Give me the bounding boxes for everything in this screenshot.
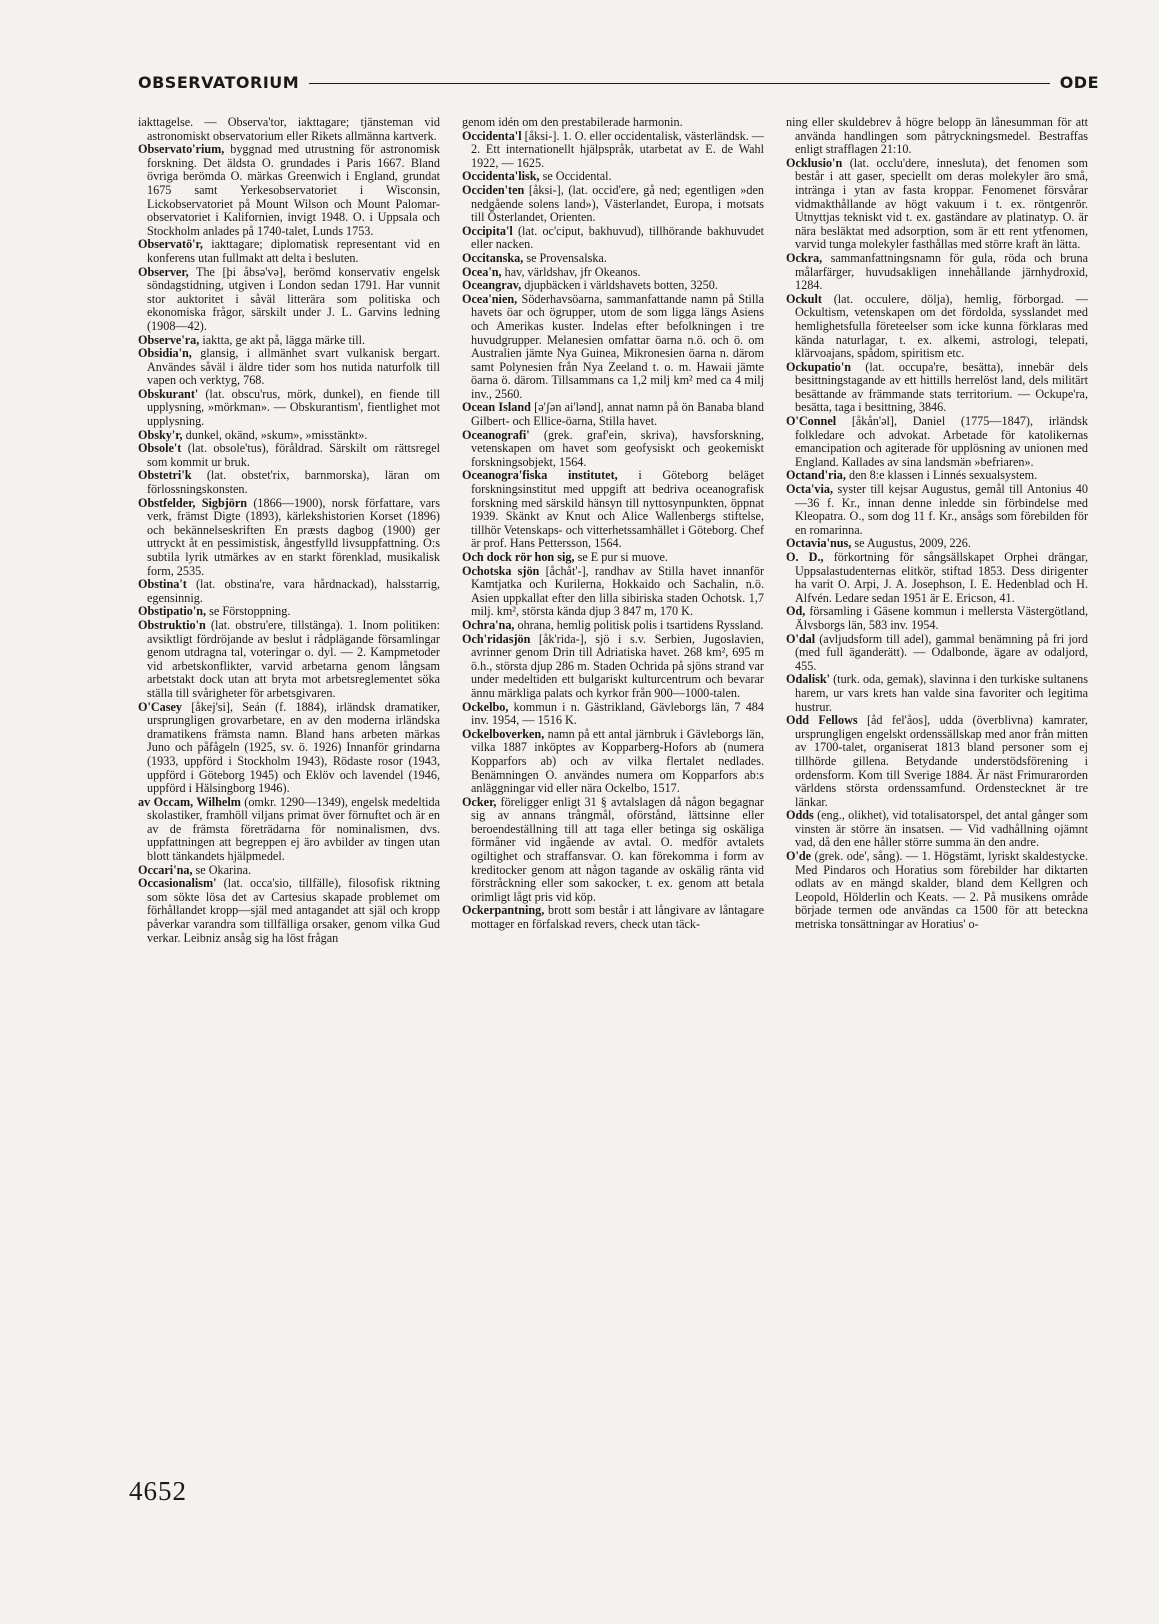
entry-definition: se E pur si muove. <box>574 550 668 564</box>
dictionary-entry <box>786 605 1088 632</box>
entry-headword: O'Casey <box>138 699 183 714</box>
entry-definition: i Göteborg beläget forskningsinstitut med uppgift att bedriva oceanografisk forskning med särskild hänsyn till nyttosynpunkten, öppnat 1939. Skänkt av Knut och Alice Wallenbergs stiftelse, tillhör Vetenskaps- och vitterhetssamhället i Göteborg. Chef är prof. Hans Pettersson, 1564. <box>471 468 764 551</box>
header-last-word: ODE <box>1059 72 1099 92</box>
entry-definition: se Okarina. <box>192 862 252 877</box>
dictionary-entry <box>786 415 1088 469</box>
entry-definition: (1866—1900), norsk författare, vars verk, främst Digte (1893), kärlekshistorien Korset (1896) och bekännelseskriften En præsts dagbog (1900) ger uttryckt åt en pessimistisk, ångestfylld livsuppfattning. O:s subtila lyrik utmärkes av en starkt förenklad, musikalisk form, 2535. <box>147 495 440 578</box>
entry-definition: (lat. obstet'rix, barnmorska), läran om förlossningskonsten. <box>147 468 440 497</box>
dictionary-entry <box>462 796 764 905</box>
entry-definition: [åksi-], (lat. occid'ere, gå ned; egentligen »den nedgående solens land»), Västerlandet, Europa, i motsats till Österlandet, Orienten. <box>471 182 764 225</box>
dictionary-entry <box>138 864 440 878</box>
entry-headword: Obsky'r, <box>138 427 183 442</box>
dictionary-entry <box>786 483 1088 537</box>
dictionary-entry <box>138 143 440 238</box>
entry-headword: Och dock rör hon sig, <box>462 550 575 564</box>
entry-definition: kommun i n. Gästrikland, Gävleborgs län, 7 484 inv. 1954, — 1516 K. <box>471 699 764 728</box>
entry-definition: iakttagare; diplomatisk representant vid en konferens utan fullmakt att delta i besluten. <box>147 237 440 265</box>
entry-headword: Occipita'l <box>462 223 513 238</box>
entry-headword: Obstfelder, Sigbjörn <box>138 495 248 510</box>
entry-headword: Ocean Island <box>462 400 531 415</box>
dictionary-entry <box>462 619 764 633</box>
entry-headword: Occiden'ten <box>462 182 525 197</box>
column-2 <box>462 116 764 1476</box>
dictionary-entry <box>138 238 440 265</box>
entry-headword: Ochotska sjön <box>462 563 540 578</box>
entry-headword: Ockupatio'n <box>786 359 852 374</box>
entry-definition: ning eller skuldebrev å högre belopp än lånesumman för att använda handlingen som påtryckningsmedel. Bestraffas enligt strafflagen 21:10. <box>786 116 1088 157</box>
dictionary-entry <box>786 293 1088 361</box>
entry-definition: den 8:e klassen i Linnés sexualsystem. <box>845 468 1038 483</box>
entry-definition: glansig, i allmänhet svart vulkanisk bergart. Användes såväl i äldre tider som hos nutida naturfolk till vapen och verktyg, 768. <box>147 346 440 388</box>
dictionary-entry <box>138 796 440 864</box>
entry-headword: Obsidia'n, <box>138 346 192 361</box>
dictionary-entry <box>138 578 440 605</box>
entry-definition: (lat. occupa're, besätta), innebär dels besittningstagande av ett hittills herrelöst land, dels militärt besättande av främmande stats territorium. — Ockupe'ra, besätta, taga i besittning, 3846. <box>795 359 1088 415</box>
entry-definition: (lat. obscu'rus, mörk, dunkel), en fiende till upplysning, »mörkman». — Obskurantism', fientlighet mot upplysning. <box>147 386 440 429</box>
entry-headword: Obstina't <box>138 577 187 592</box>
entry-definition: Söderhavsöarna, sammanfattande namn på Stilla havets öar och ögrupper, utom de som ligga längs Asiens och Amerikas kuster. Indelas efter befolkningen i tre huvudgrupper. Melanesien omfattar öarna n.ö. och ö. om Australien jämte Nya Guinea, Mikronesien öarna n. därom samt Polynesien från Nya Zeeland t. o. m. Hawaii jämte öarna ö. därom. Tillsammans ca 1,2 milj km² med ca 4 milj inv., 2560. <box>471 291 764 401</box>
dictionary-entry <box>786 714 1088 809</box>
dictionary-entry <box>462 633 764 701</box>
dictionary-entry <box>786 850 1088 932</box>
entry-headword: O'Connel <box>786 414 837 429</box>
dictionary-entry <box>462 401 764 428</box>
dictionary-entry <box>138 497 440 579</box>
entry-definition: ohrana, hemlig politisk polis i tsartidens Ryssland. <box>514 617 764 632</box>
page-number: 4652 <box>129 1476 187 1506</box>
entry-definition: (grek. ode', sång). — 1. Högstämt, lyriskt skaldestycke. Med Pindaros och Horatius som förebilder har diktarten odlats av en mängd skalder, bland dem Kellgren och Leopold, Hölderlin och Keats. — 2. På musikens område började termen ode användas ca 1500 för att beteckna metriska tonsättningar av Horatius' o- <box>795 849 1088 932</box>
entry-headword: Odd Fellows <box>786 713 858 728</box>
header-first-word: OBSERVATORIUM <box>138 72 300 92</box>
entry-definition: se Occidental. <box>539 169 612 184</box>
entry-definition: The [þi åbsə'və], berömd konservativ engelsk söndagstidning, utgiven i London sedan 1791. Har vunnit stor auktoritet i såväl litterära som politiska och ekonomiska frågor, särskilt under J. L. Garvins ledning (1908—42). <box>147 264 440 333</box>
text-columns <box>138 116 1099 1476</box>
entry-definition: byggnad med utrustning för astronomisk forskning. Det äldsta O. grundades i Paris 1667. Bland övriga berömda O. märkas Greenwich i England, grundat 1675 samt Yerkesobservatoriet i Wisconsin, Lickobservatoriet på Mount Wilson och Mount Palomar-observatoriet i Kalifornien, invigt 1948. O. i Uppsala och Stockholm anlades på 1740-talet, Lunds 1753. <box>147 142 440 238</box>
dictionary-entry <box>462 225 764 252</box>
dictionary-entry <box>786 116 1088 157</box>
entry-definition: djupbäcken i världshavets botten, 3250. <box>521 278 718 293</box>
dictionary-entry <box>786 361 1088 415</box>
entry-headword: Ockerpantning, <box>462 903 545 918</box>
dictionary-entry <box>138 442 440 469</box>
entry-headword: Oceangrav, <box>462 278 522 293</box>
entry-definition: föreligger enligt 31 § avtalslagen då någon begagnar sig av annans trångmål, oförstånd, lättsinne eller beroendeställning till att taga eller betinga sig oskäliga förmåner vid ingående av avtal. O. medför avtalets ogiltighet och straffansvar. O. kan förekomma i form av kreditocker genom att någon tagande av oskälig ränta vid förstråckning eller som sakocker, t. ex. genom att betala orimligt lågt pris vid köp. <box>471 794 764 904</box>
dictionary-entry <box>786 157 1088 252</box>
entry-headword: Ockelboverken, <box>462 726 545 741</box>
entry-headword: Observe'ra, <box>138 332 200 347</box>
entry-headword: Ockelbo, <box>462 699 509 714</box>
entry-headword: Octa'via, <box>786 482 834 497</box>
entry-headword: Od, <box>786 604 806 619</box>
entry-headword: Obstetri'k <box>138 468 192 483</box>
entry-headword: Odalisk' <box>786 672 831 687</box>
dictionary-entry <box>462 293 764 402</box>
entry-definition: (lat. occlu'dere, innesluta), det fenomen som består i att gaser, speciellt om deras molekyler äro små, intränga i ytan av fasta kroppar. Fenomenet försvårar vidmakthållande av högt vakuum i t. ex. röntgenrör. Utnyttjas tekniskt vid t. ex. gaständare av platinatyp. O. är nära besläktat med adsorption, som är ett rent ytfenomen, varvid tunga molekyler fasthållas med större kraft än lätta. <box>795 155 1088 252</box>
entry-definition: [åksi-]. 1. O. eller occidentalisk, västerländsk. — 2. Ett internationellt hjälpspråk, utarbetat av E. de Wahl 1922, — 1625. <box>471 128 764 170</box>
entry-definition: (lat. obsole'tus), föråldrad. Särskilt om rättsregel som kommit ur bruk. <box>147 441 440 469</box>
entry-headword: Ocklusio'n <box>786 155 843 170</box>
entry-definition: (avljudsform till adel), gammal benämning på fri jord (med full äganderätt). — Odalbonde, ägare av odaljord, 455. <box>795 631 1088 673</box>
entry-definition: se Augustus, 2009, 226. <box>851 536 971 551</box>
entry-headword: Obskurant' <box>138 386 199 401</box>
entry-definition: namn på ett antal järnbruk i Gävleborgs län, vilka 1887 inköptes av Kopparberg-Hofors ab (numera Kopparfors ab) och av vilka flertalet nedlades. Benämningen O. användes numera om Kopparfors ab:s anläggningar vid eller nära Ockelbo, 1517. <box>471 726 764 796</box>
entry-definition: [åchåt'-], randhav av Stilla havet innanför Kamtjatka och Kurilerna, Hokkaido och Sachalin, n.ö. Asien uppkallat efter den lilla sibiriska staden Ochotsk. 1,7 milj. km², största kända djup 3 847 m, 170 K. <box>471 563 765 619</box>
dictionary-entry <box>462 565 764 619</box>
dictionary-entry <box>462 170 764 184</box>
dictionary-entry <box>138 877 440 945</box>
dictionary-entry <box>786 673 1088 714</box>
entry-definition: sammanfattningsnamn för gula, röda och bruna målarfärger, huvudsakligen innehållande järnhydroxid, 1284. <box>795 250 1088 293</box>
entry-definition: (lat. obstina're, vara hårdnackad), halsstarrig, egensinnig. <box>147 577 440 605</box>
entry-headword: Ockult <box>786 291 822 306</box>
entry-definition: [ə'ʃən ai'lənd], annat namn på ön Banaba bland Gilbert- och Ellice-öarna, Stilla havet. <box>471 400 764 429</box>
entry-definition: (grek. graf'ein, skriva), havsforskning, vetenskapen om havet som geofysiskt och geokemiskt forskningsobjekt, 1564. <box>471 427 764 469</box>
dictionary-entry <box>786 551 1088 605</box>
entry-definition: se Provensalska. <box>523 250 607 265</box>
entry-headword: Occasionalism' <box>138 876 217 891</box>
dictionary-entry <box>138 347 440 388</box>
entry-headword: O. D., <box>786 550 824 564</box>
entry-headword: Occidenta'lisk, <box>462 169 540 184</box>
dictionary-entry <box>138 469 440 496</box>
entry-definition: församling i Gäsene kommun i mellersta Västergötland, Älvsborgs län, 583 inv. 1954. <box>795 604 1088 632</box>
header-rule <box>309 83 1049 84</box>
entry-headword: Occitanska, <box>462 250 524 265</box>
dictionary-entry <box>138 266 440 334</box>
entry-headword: Odds <box>786 808 814 823</box>
entry-headword: Och'ridasjön <box>462 631 531 646</box>
entry-definition: (omkr. 1290—1349), engelsk medeltida skolastiker, framhöll viljans primat över förnuftet och är en av de främsta företrädarna för nominalismen, dvs. uppfattningen att begreppen ej äro avbilder av tingen utan blott tänkandets hjälpmedel. <box>147 794 440 864</box>
dictionary-entry <box>786 809 1088 850</box>
entry-headword: Obstruktio'n <box>138 617 206 632</box>
entry-headword: Ocea'n, <box>462 264 502 279</box>
dictionary-entry <box>138 619 440 701</box>
entry-headword: Obstipatio'n, <box>138 604 207 619</box>
dictionary-entry <box>786 469 1088 483</box>
dictionary-entry <box>138 605 440 619</box>
dictionary-entry <box>462 701 764 728</box>
dictionary-entry <box>138 388 440 429</box>
dictionary-entry <box>462 469 764 551</box>
dictionary-entry <box>138 334 440 348</box>
dictionary-entry <box>462 728 764 796</box>
dictionary-entry <box>138 701 440 796</box>
entry-definition: iakttagelse. — Observa'tor, iakttagare; tjänsteman vid astronomiskt observatorium eller Rikets allmänna kartverk. <box>138 116 440 143</box>
running-header <box>138 68 1099 96</box>
entry-definition: [åk'rida-], sjö i s.v. Serbien, Jugoslavien, avrinner genom Drin till Adriatiska havet. 268 km², 695 m ö.h., största djup 286 m. Staden Ochrida på sjöns strand var under medeltiden ett bulgariskt kulturcentrum och bevarar ännu märkliga palats och kyrkor från 900—1000-talen. <box>471 631 764 700</box>
entry-headword: Ockra, <box>786 250 823 265</box>
dictionary-entry <box>786 633 1088 674</box>
entry-definition: brott som består i att långivare av låntagare mottager en förfalskad revers, check utan täck- <box>471 903 764 932</box>
entry-headword: Ocker, <box>462 794 497 809</box>
dictionary-entry <box>462 279 764 293</box>
dictionary-entry <box>786 537 1088 551</box>
entry-headword: Oceanogra'fiska institutet, <box>462 468 618 483</box>
entry-definition: iaktta, ge akt på, lägga märke till. <box>199 332 366 347</box>
dictionary-entry <box>462 252 764 266</box>
entry-definition: (lat. occa'sio, tillfälle), filosofisk riktning som sökte lösa det av Cartesius skapade problemet om förhållandet kropp—själ med antagandet att själ och kropp påverkar varandra som tillfälliga orsaker, genom vilka Gud verkar. Leibniz ansåg sig ha löst frågan <box>147 876 440 945</box>
entry-definition: se Förstoppning. <box>206 604 291 619</box>
entry-definition: (lat. oc'ciput, bakhuvud), tillhörande bakhuvudet eller nacken. <box>471 223 764 252</box>
entry-definition: förkortning för sångsällskapet Orphei drängar, Uppsalastudenternas elitkör, stiftad 1853. Dess dirigenter ha varit O. Arpi, J. A. Josephson, I. E. Hedenblad och H. Alfvén. Ledare sedan 1951 är E. Ericson, 41. <box>795 550 1088 605</box>
column-3 <box>786 116 1088 1476</box>
entry-headword: Octavia'nus, <box>786 536 852 551</box>
dictionary-entry <box>138 116 440 143</box>
entry-headword: Ocea'nien, <box>462 291 518 306</box>
entry-headword: av Occam, Wilhelm <box>138 794 241 809</box>
entry-headword: Oceanografi' <box>462 427 530 442</box>
entry-definition: hav, världshav, jfr Okeanos. <box>501 264 641 279</box>
dictionary-entry <box>462 116 764 130</box>
entry-definition: syster till kejsar Augustus, gemål till Antonius 40—36 f. Kr., innan denne inledde sin förbindelse med Kleopatra. O., som dog 11 f. Kr., ansågs som förebilden för en romarinna. <box>795 482 1088 537</box>
dictionary-entry <box>462 184 764 225</box>
dictionary-entry <box>462 904 764 931</box>
entry-definition: (lat. occulere, dölja), hemlig, förborgad. — Ockultism, vetenskapen om det fördolda, sysslandet med hemlighetsfulla företeelser som icke kunna förklaras med kända naturlagar, t. ex. alkemi, astrologi, telepati, klärvoajans, spådom, spiritism etc. <box>795 291 1088 361</box>
dictionary-entry <box>786 252 1088 293</box>
entry-headword: Observer, <box>138 264 189 279</box>
dictionary-entry <box>462 551 764 565</box>
entry-headword: Occari'na, <box>138 862 193 877</box>
entry-definition: [åkån'əl], Daniel (1775—1847), irländsk folkledare och advokat. Arbetade för katolikernas emancipation och agiterade för upplösning av unionen med England. Kallades av sina landsmän »befriaren». <box>795 414 1088 469</box>
column-1 <box>138 116 440 1476</box>
dictionary-entry <box>462 130 764 171</box>
dictionary-entry <box>462 266 764 280</box>
entry-headword: Ochra'na, <box>462 617 515 632</box>
entry-headword: Observatö'r, <box>138 237 203 252</box>
entry-definition: (turk. oda, gemak), slavinna i den turkiske sultanens harem, ur vars krets han valde sina favoriter och legitima hustrur. <box>795 672 1088 714</box>
entry-headword: Observato'rium, <box>138 142 225 157</box>
entry-headword: Obsole't <box>138 441 182 456</box>
entry-definition: [åkej'si], Seán (f. 1884), irländsk dramatiker, ursprungligen grovarbetare, en av den moderna irländska dramatikens främsta namn. Bland hans arbeten märkas Juno och påfågeln (1925, sv. ö. 1926) Innanför grindarna (1933, uppförd i Stockholm 1943), Rödaste rosor (1943, uppförd i Göteborg 1945) och Eklöv och lavendel (1946, uppförd i Hälsingborg 1946). <box>147 699 440 796</box>
entry-definition: (lat. obstru'ere, tillstänga). 1. Inom politiken: avsiktligt fördröjande av beslut i rådplägande församlingar genom utdragna tal, voteringar o. dyl. — 2. Kampmetoder vid arbetskonflikter, varvid arbetarna genom långsam arbetstakt dock utan att bryta mot arbetsreglementet söka ställa till svårigheter för arbetsgivaren. <box>147 617 440 700</box>
entry-headword: Octand'ria, <box>786 468 846 483</box>
dictionary-entry <box>138 429 440 443</box>
entry-definition: [åd fel'åos], udda (överblivna) kamrater, ursprungligen engelskt ordenssällskap med anor från mitten av 1700-talet, organiserat 1813 bland personer som ej tillhörde gillena. Betydande understödsförening i ordensform. Kom till Sverige 1884. Är näst Frimurarorden världens största ordenssamfund. Ordenstecknet är tre länkar. <box>795 713 1088 809</box>
entry-headword: O'dal <box>786 631 816 646</box>
dictionary-entry <box>462 429 764 470</box>
entry-definition: (eng., olikhet), vid totalisatorspel, det antal gånger som vinsten är större än insatsen. — Vid vadhållning ojämnt vad, då den ene håller större summa än den andre. <box>795 808 1088 850</box>
entry-definition: genom idén om den prestabilerade harmonin. <box>462 116 683 129</box>
entry-headword: O'de <box>786 849 812 864</box>
entry-definition: dunkel, okänd, »skum», »misstänkt». <box>182 427 368 442</box>
entry-headword: Occidenta'l <box>462 128 522 143</box>
